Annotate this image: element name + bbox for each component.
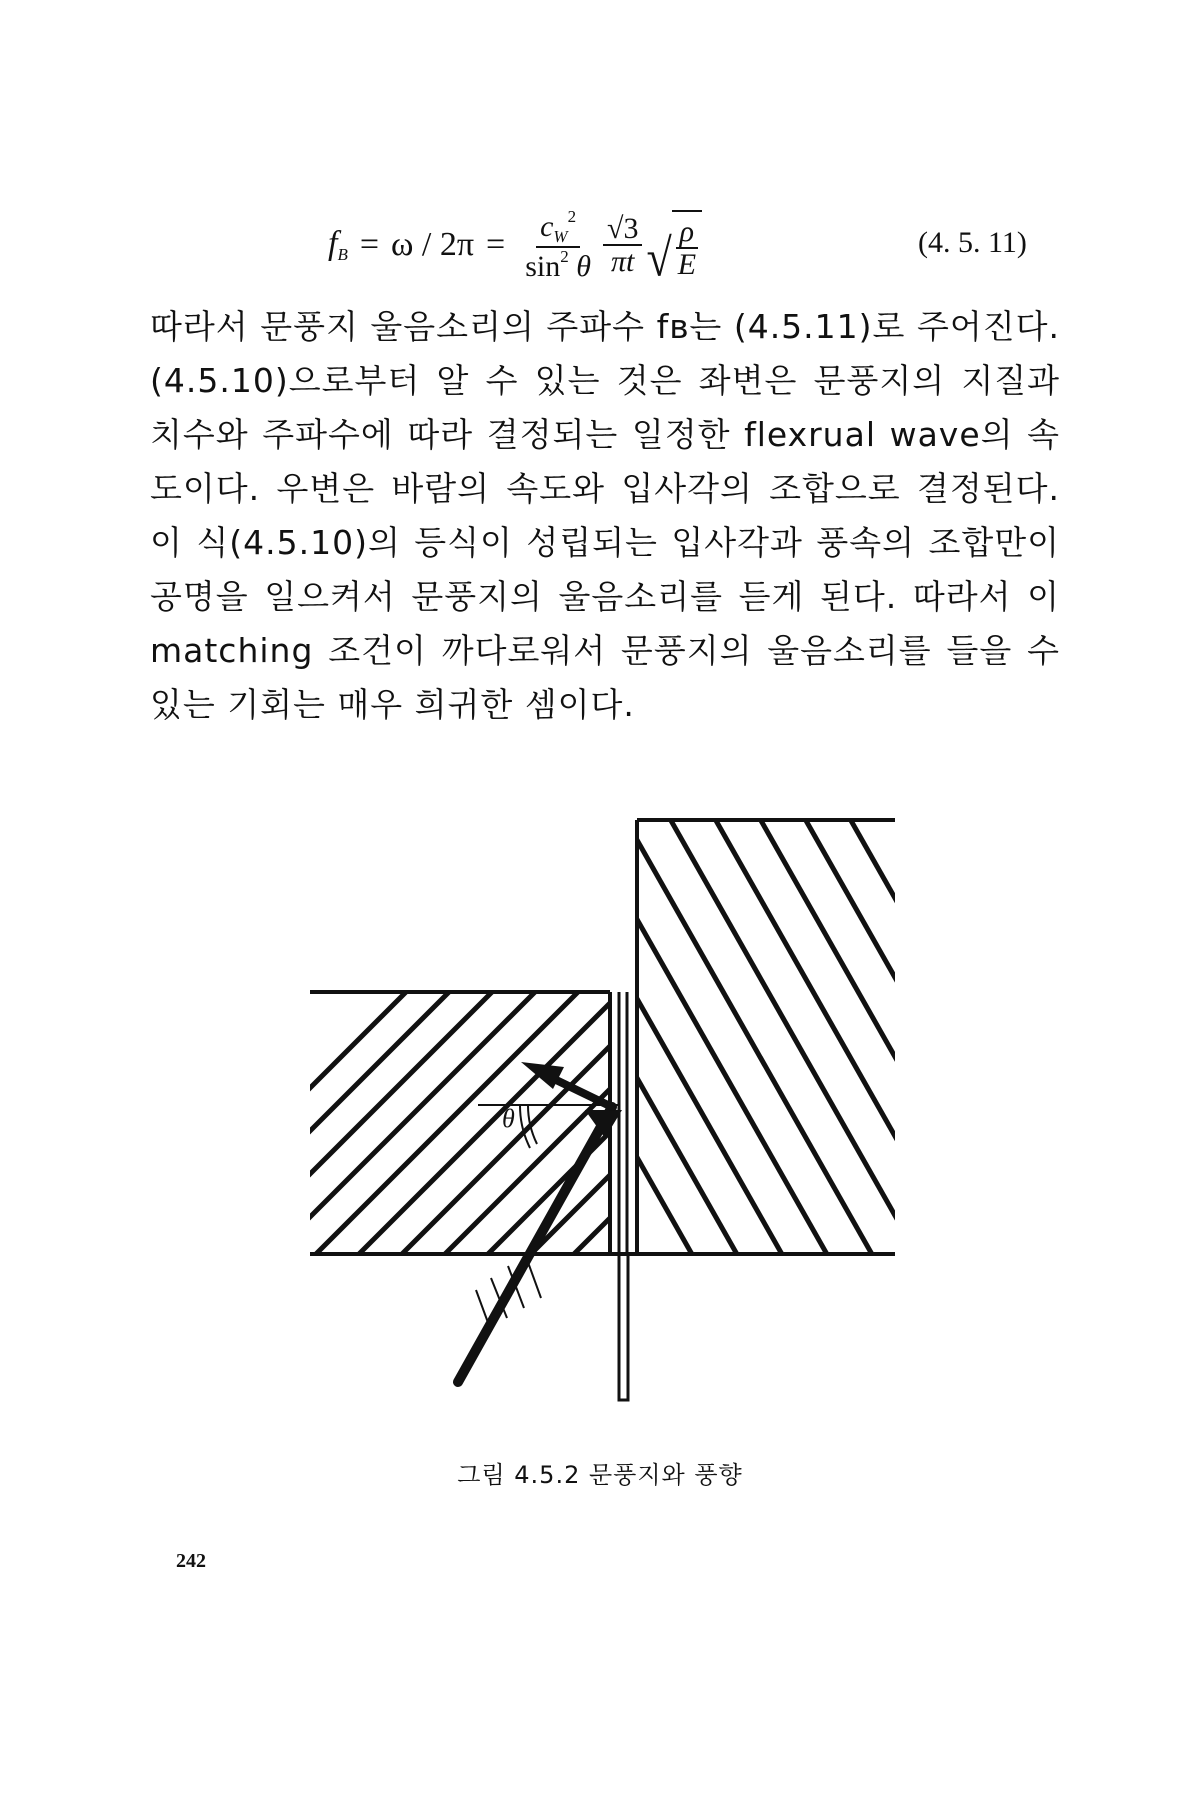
angle-theta-label: θ [502, 1104, 515, 1133]
equation-fraction-velocity: $\frac{c_W^2}{\sin^2 \theta}$ [525, 206, 591, 283]
equation-body: $f_B$ = ω / 2π = $\frac{c_W^2}{\sin^2 \theta}$ $\frac{√3}{\pi t}$ √ $\frac{\rho}{E}$ [328, 200, 702, 290]
equation [0, 200, 1200, 290]
equation-fraction-root3: $\frac{√3}{\pi t}$ [603, 213, 642, 278]
figure-paper-window-wind [0, 780, 1200, 1500]
equation-lhs: $f_B$ [328, 225, 348, 264]
figure-diagram [0, 780, 1200, 1500]
incident-wind-arrow [458, 1107, 622, 1382]
reflected-wind-arrow [521, 1062, 612, 1107]
equation-omega-term: ω / 2π [391, 226, 475, 263]
figure-caption: 그림 4.5.2 문풍지와 풍향 [457, 1461, 743, 1489]
paper-window-membrane [619, 992, 628, 1400]
page-number: 242 [176, 1550, 206, 1572]
equation-number: (4. 5. 11) [918, 226, 1027, 259]
body-paragraph: 따라서 문풍지 울음소리의 주파수 fʙ는 (4.5.11)로 주어진다. (4.5.10)으로부터 알 수 있는 것은 좌변은 문풍지의 지질과 치수와 주파수에 따라 결정되는 일정한 flexrual wave의 속도이다. 우변은 바람의 속도와 입사각의 조합으로 결정된다. 이 식(4.5.10)의 등식이 성립되는 입사각과 풍속의 조합만이 공명을 일으켜서 문풍지의 울음소리를 듣게 된다. 따라서 이 matching 조건이 까다로워서 문풍지의 울음소리를 들을 수 있는 기회는 매우 희귀한 셈이다. [150, 307, 1060, 724]
equation-sqrt-rho-e: √ $\frac{\rho}{E}$ [646, 210, 702, 281]
